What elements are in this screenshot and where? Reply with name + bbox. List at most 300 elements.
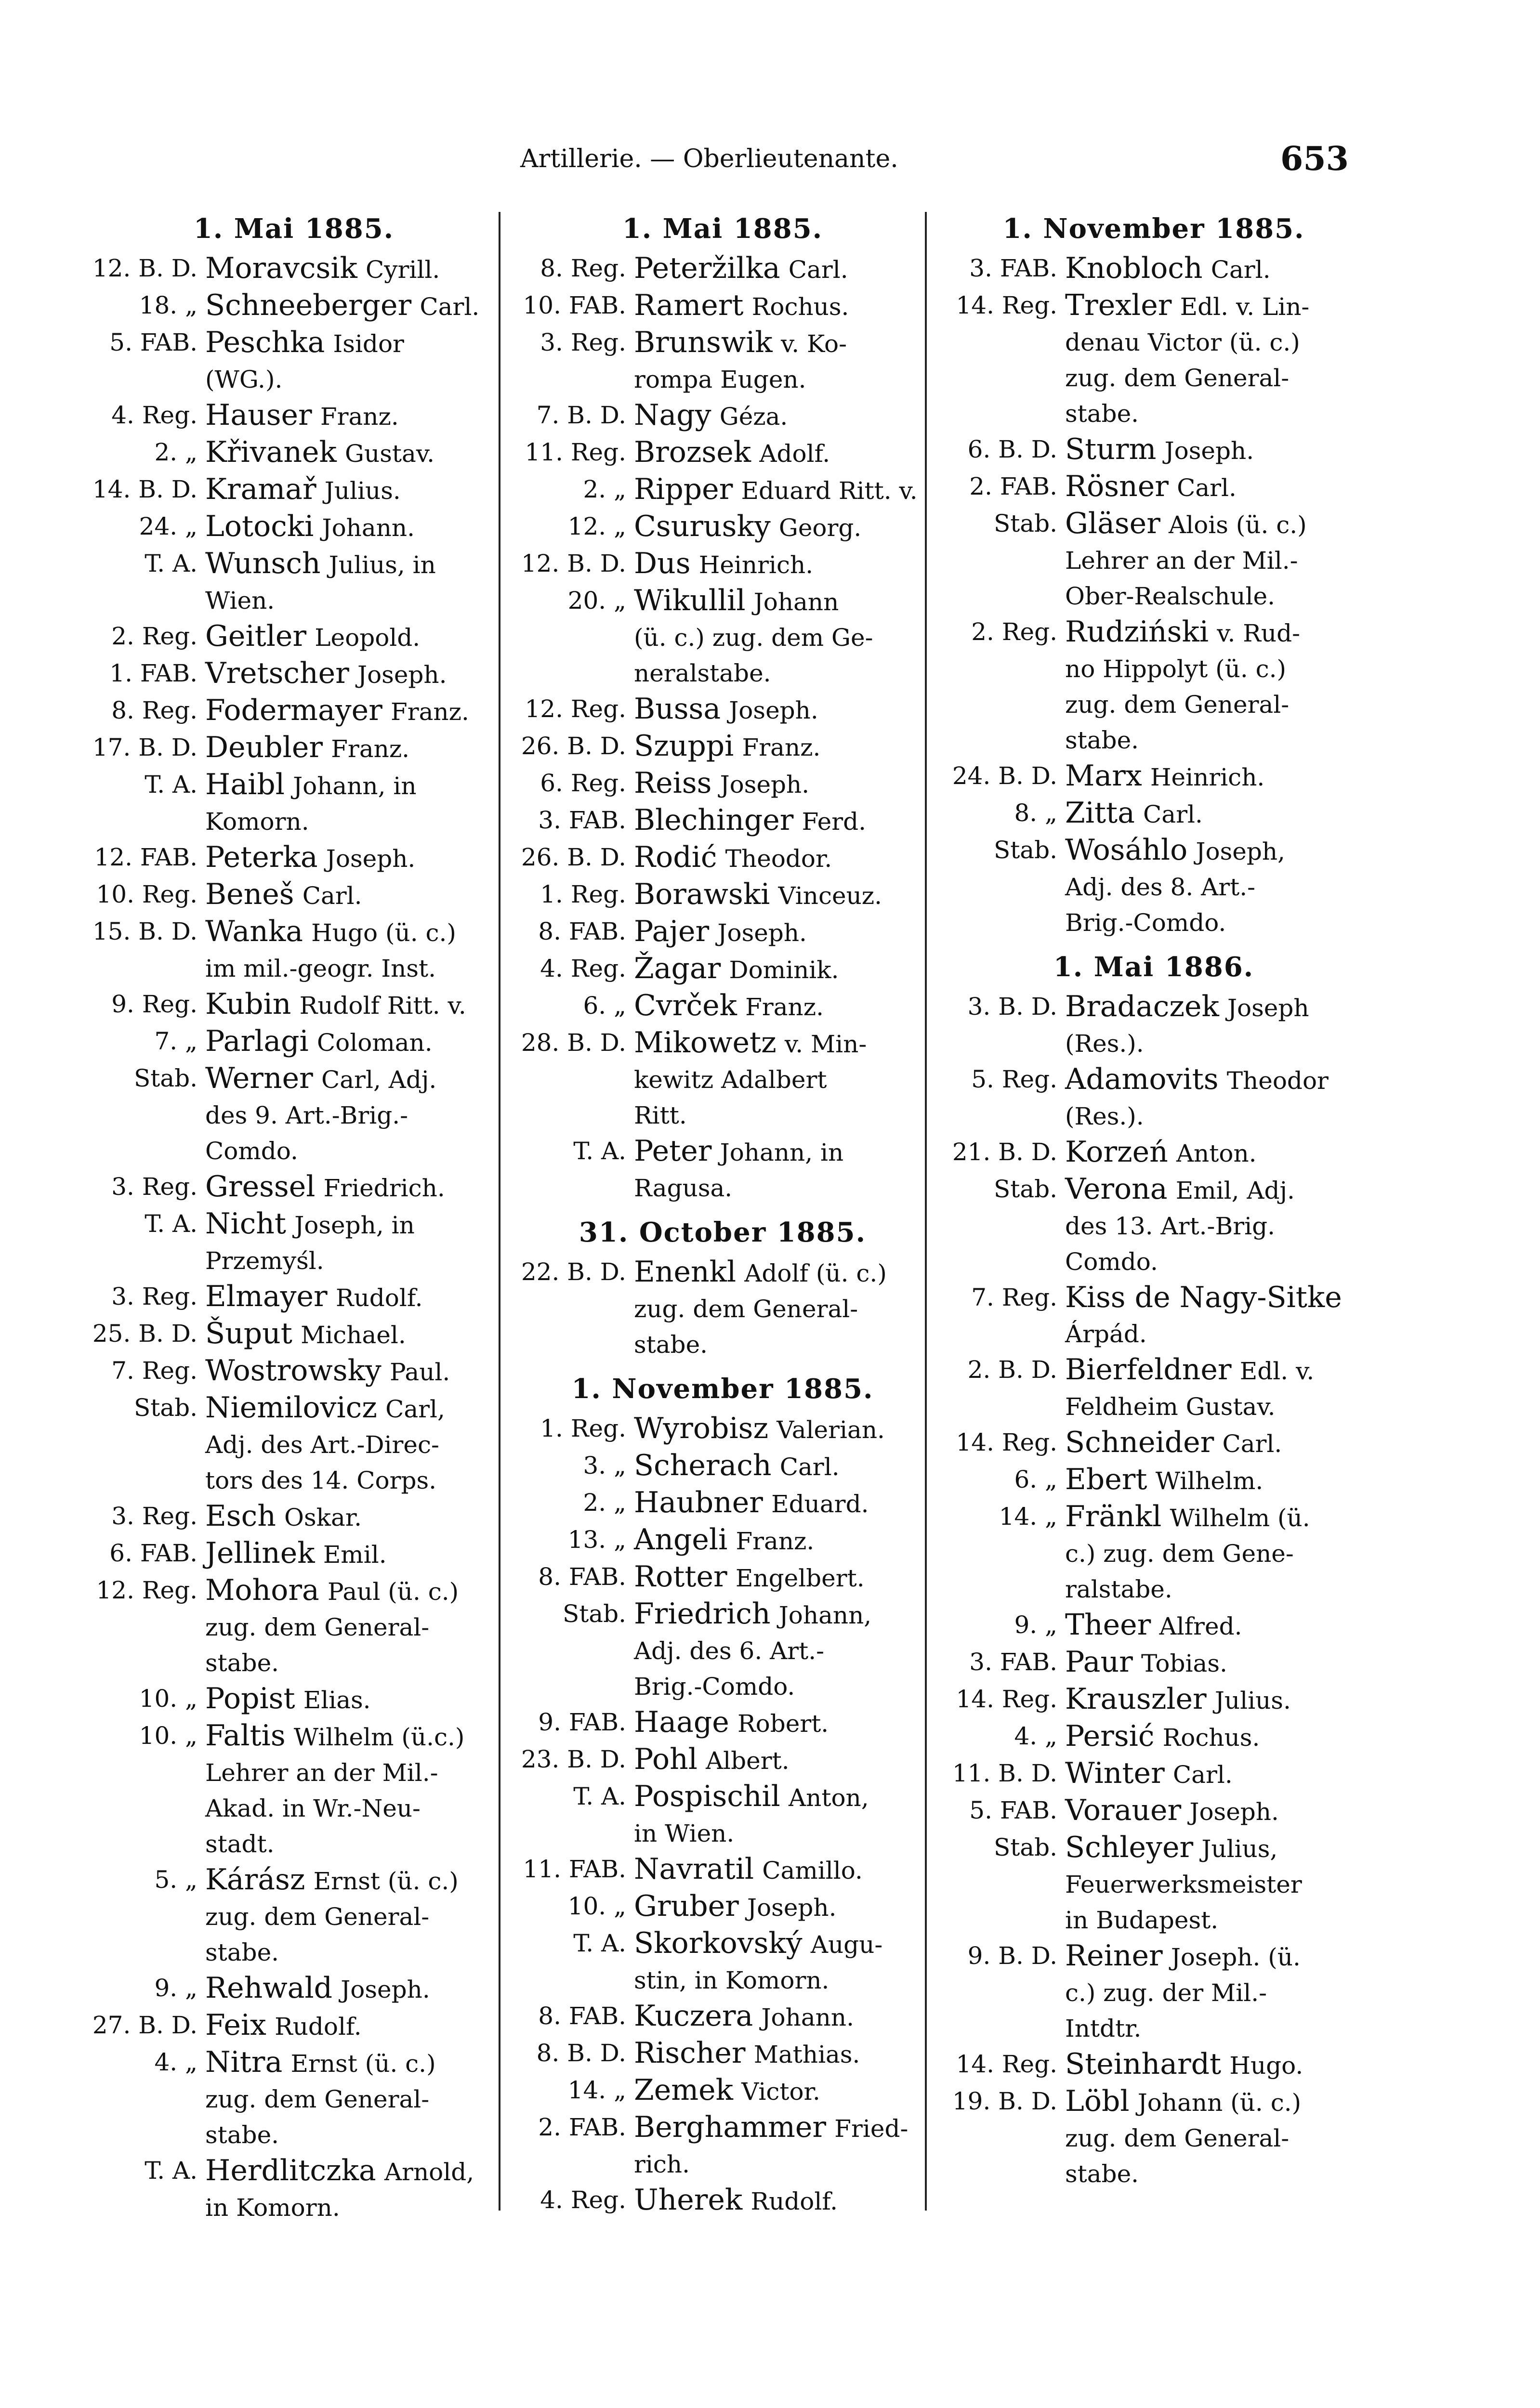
officer-details: Albert. xyxy=(706,1747,790,1775)
officer-name: Parlagi xyxy=(205,1024,309,1058)
entry-continuation: (ü. c.) zug. dem Ge- xyxy=(634,624,873,652)
unit-label: 6. FAB. xyxy=(109,1539,197,1567)
officer-entry xyxy=(506,1448,939,1485)
officer-entry xyxy=(506,325,939,362)
officer-name: Feix xyxy=(205,2008,266,2042)
officer-details: Géza. xyxy=(719,403,788,431)
unit-label: 10. „ xyxy=(567,1892,626,1920)
officer-details: Adolf. xyxy=(759,440,830,468)
entry-text xyxy=(205,2007,511,2044)
entry-continuation: Brig.-Comdo. xyxy=(1065,909,1226,937)
officer-entry xyxy=(77,2044,511,2081)
officer-name: Haubner xyxy=(634,1486,763,1519)
unit-label: 22. B. D. xyxy=(521,1258,626,1286)
officer-entry xyxy=(77,1681,511,1718)
entry-text xyxy=(634,1704,939,1741)
officer-details: Joseph. xyxy=(720,771,810,798)
officer-name: Navratil xyxy=(634,1852,754,1886)
officer-name: Zitta xyxy=(1065,796,1135,830)
entry-continuation: Przemyśl. xyxy=(205,1247,324,1275)
officer-entry xyxy=(937,1607,1370,1644)
entry-text xyxy=(634,397,939,434)
entry-continuation: c.) zug. der Mil.- xyxy=(1065,1979,1267,2007)
officer-name: Gruber xyxy=(634,1889,739,1923)
officer-entry xyxy=(937,614,1370,651)
entry-text xyxy=(205,2044,511,2081)
officer-entry xyxy=(77,1535,511,1572)
unit-label: 10. Reg. xyxy=(96,880,197,908)
unit-label: 18. „ xyxy=(139,291,197,319)
unit-label: 2. B. D. xyxy=(967,1356,1057,1384)
officer-entry xyxy=(77,1353,511,1390)
officer-entry xyxy=(506,1025,939,1062)
entry-text xyxy=(1065,1718,1370,1755)
officer-entry xyxy=(506,509,939,546)
entry-text xyxy=(205,288,511,325)
entry-continuation: Comdo. xyxy=(205,1137,298,1165)
entry-continuation: rich. xyxy=(634,2150,690,2178)
officer-name: Vorauer xyxy=(1065,1793,1182,1827)
entry-text xyxy=(1065,795,1370,832)
unit-label: 19. B. D. xyxy=(952,2087,1057,2115)
entry-text xyxy=(1065,989,1370,1026)
unit-label: 3. „ xyxy=(583,1452,626,1479)
entry-text xyxy=(1065,1280,1370,1316)
entry-continuation: Akad. in Wr.-Neu- xyxy=(205,1794,421,1822)
unit-label: 3. Reg. xyxy=(111,1283,197,1310)
officer-entry xyxy=(77,1060,511,1098)
entry-continuation: Wien. xyxy=(205,587,275,615)
officer-entry xyxy=(77,1718,511,1755)
officer-entry xyxy=(77,2153,511,2190)
officer-details: Carl. xyxy=(788,256,848,284)
entry-text xyxy=(1065,1830,1370,1867)
entry-text xyxy=(634,2182,939,2219)
officer-entry xyxy=(506,765,939,802)
entry-continuation: Lehrer an der Mil.- xyxy=(205,1759,438,1787)
officer-details: Hugo (ü. c.) xyxy=(311,919,456,947)
officer-details: v. Rud- xyxy=(1217,619,1301,647)
officer-name: Rehwald xyxy=(205,1971,333,2005)
officer-details: Dominik. xyxy=(729,956,839,984)
officer-name: Fränkl xyxy=(1065,1500,1162,1533)
entry-text xyxy=(205,655,511,693)
officer-entry xyxy=(506,1998,939,2035)
entry-text xyxy=(634,1133,939,1170)
officer-details: Joseph, in xyxy=(294,1211,415,1239)
unit-label: 5. Reg. xyxy=(971,1065,1057,1093)
officer-entry xyxy=(506,1925,939,1963)
unit-label: 9. FAB. xyxy=(538,1708,626,1736)
officer-name: Brozsek xyxy=(634,435,751,469)
officer-name: Popist xyxy=(205,1682,295,1715)
unit-label: 3. Reg. xyxy=(540,328,626,356)
officer-entry xyxy=(77,2007,511,2044)
officer-name: Szuppi xyxy=(634,729,734,763)
unit-label: 9. „ xyxy=(154,1974,197,2002)
entry-continuation: Brig.-Comdo. xyxy=(634,1673,795,1701)
officer-details: Arnold, xyxy=(384,2158,474,2186)
unit-label: 4. Reg. xyxy=(111,401,197,429)
unit-label: 8. Reg. xyxy=(111,696,197,724)
officer-entry xyxy=(77,471,511,509)
officer-name: Wunsch xyxy=(205,547,321,580)
section-heading: 1. November 1885. xyxy=(571,1373,874,1405)
officer-entry xyxy=(506,1559,939,1596)
entry-text xyxy=(205,250,511,288)
entry-text xyxy=(205,1169,511,1206)
entry-text xyxy=(205,1572,511,1610)
entry-continuation: stabe. xyxy=(205,1938,279,1966)
officer-details: Eduard Ritt. v. xyxy=(741,477,918,505)
officer-details: Johann, in xyxy=(720,1139,844,1166)
officer-entry xyxy=(506,2072,939,2109)
officer-details: Johann xyxy=(753,588,839,616)
unit-label: 8. „ xyxy=(1014,799,1057,827)
officer-details: Robert. xyxy=(737,1710,829,1738)
officer-entry xyxy=(937,989,1370,1026)
entry-continuation: zug. dem General- xyxy=(1065,691,1290,719)
officer-name: Scherach xyxy=(634,1449,772,1482)
officer-entry xyxy=(506,1596,939,1633)
entry-text xyxy=(1065,2046,1370,2083)
entry-continuation: denau Victor (ü. c.) xyxy=(1065,328,1300,356)
entry-text xyxy=(205,1023,511,1060)
entry-continuation: Ragusa. xyxy=(634,1174,733,1202)
entry-continuation: Adj. des 6. Art.- xyxy=(634,1637,825,1665)
entry-text xyxy=(634,691,939,728)
unit-label: Stab. xyxy=(133,1394,197,1422)
officer-entry xyxy=(506,1741,939,1779)
unit-label: 2. Reg. xyxy=(971,618,1057,646)
officer-name: Gläser xyxy=(1065,507,1160,540)
officer-details: Georg. xyxy=(778,514,862,542)
officer-entry xyxy=(506,839,939,877)
officer-details: Franz. xyxy=(736,1527,815,1555)
unit-label: 9. B. D. xyxy=(967,1942,1057,1970)
officer-details: Franz. xyxy=(745,993,824,1021)
officer-name: Vretscher xyxy=(205,656,349,690)
entry-text xyxy=(1065,1352,1370,1389)
officer-entry xyxy=(77,986,511,1023)
officer-name: Wyrobisz xyxy=(634,1412,769,1445)
officer-name: Žagar xyxy=(634,952,721,985)
unit-label: 12. FAB. xyxy=(94,843,197,871)
unit-label: 7. B. D. xyxy=(536,401,626,429)
entry-text xyxy=(205,1206,511,1243)
officer-name: Gressel xyxy=(205,1170,316,1204)
entry-text xyxy=(634,471,939,509)
unit-label: 4. „ xyxy=(1014,1722,1057,1750)
entry-continuation: Adj. des Art.-Direc- xyxy=(205,1431,439,1459)
entry-text xyxy=(205,2153,511,2190)
officer-details: Joseph. xyxy=(357,661,447,689)
entry-text xyxy=(634,988,939,1025)
officer-name: Rudziński xyxy=(1065,615,1209,649)
entry-text xyxy=(634,583,939,620)
officer-name: Berghammer xyxy=(634,2110,827,2144)
officer-details: Julius, in xyxy=(329,551,436,579)
unit-label: 2. Reg. xyxy=(111,622,197,650)
officer-entry xyxy=(937,1830,1370,1867)
unit-label: 11. Reg. xyxy=(525,438,626,466)
officer-name: Kuczera xyxy=(634,1999,753,2033)
officer-entry xyxy=(506,802,939,839)
entry-text xyxy=(634,1888,939,1925)
officer-entry xyxy=(77,877,511,914)
unit-label: 11. FAB. xyxy=(523,1855,626,1883)
unit-label: 10. „ xyxy=(139,1685,197,1713)
officer-details: Mathias. xyxy=(753,2041,860,2068)
entry-text xyxy=(205,986,511,1023)
officer-details: Theodor. xyxy=(725,845,832,873)
officer-details: Wilhelm (ü.c.) xyxy=(293,1723,465,1751)
entry-text xyxy=(1065,250,1370,288)
officer-entry xyxy=(937,1171,1370,1208)
unit-label: Stab. xyxy=(562,1600,626,1628)
entry-continuation: stabe. xyxy=(634,1331,708,1359)
officer-details: Rudolf. xyxy=(275,2013,362,2041)
entry-text xyxy=(634,2072,939,2109)
officer-name: Deubler xyxy=(205,731,323,764)
officer-details: Anton, xyxy=(789,1784,869,1812)
page-number: 653 xyxy=(1280,140,1349,178)
entry-text xyxy=(634,288,939,325)
officer-details: Wilhelm. xyxy=(1155,1467,1264,1495)
unit-label: 28. B. D. xyxy=(521,1029,626,1057)
entry-continuation: zug. dem General- xyxy=(205,1903,430,1931)
unit-label: 2. FAB. xyxy=(538,2113,626,2141)
unit-label: 12. Reg. xyxy=(96,1576,197,1604)
officer-details: Alois (ü. c.) xyxy=(1169,511,1307,539)
officer-name: Bussa xyxy=(634,692,721,726)
unit-label: Stab. xyxy=(133,1064,197,1092)
officer-details: Tobias. xyxy=(1141,1649,1227,1677)
entry-continuation: des 9. Art.-Brig.- xyxy=(205,1101,408,1129)
officer-entry xyxy=(77,767,511,804)
officer-entry xyxy=(506,1779,939,1816)
unit-label: 27. B. D. xyxy=(92,2011,197,2039)
officer-entry xyxy=(77,250,511,288)
officer-name: Werner xyxy=(205,1061,313,1095)
officer-name: Angeli xyxy=(634,1523,728,1557)
unit-label: 5. FAB. xyxy=(109,328,197,356)
entry-text xyxy=(205,509,511,546)
officer-details: Alfred. xyxy=(1159,1612,1242,1640)
entry-continuation: stabe. xyxy=(1065,400,1139,428)
unit-label: 21. B. D. xyxy=(952,1138,1057,1166)
officer-details: Joseph. xyxy=(1164,437,1254,465)
officer-name: Ramert xyxy=(634,288,744,322)
officer-name: Haibl xyxy=(205,768,285,801)
entry-text xyxy=(205,693,511,730)
unit-label: T. A. xyxy=(573,1929,626,1957)
entry-continuation: Feuerwerksmeister xyxy=(1065,1871,1302,1898)
unit-label: 20. „ xyxy=(567,587,626,615)
officer-name: Reiss xyxy=(634,766,712,800)
entry-text xyxy=(1065,1425,1370,1462)
officer-name: Kárász xyxy=(205,1863,305,1897)
officer-entry xyxy=(77,1279,511,1316)
entry-text xyxy=(205,1681,511,1718)
officer-entry xyxy=(506,471,939,509)
officer-details: Hugo. xyxy=(1229,2052,1303,2080)
entry-continuation: neralstabe. xyxy=(634,659,771,687)
entry-continuation: des 13. Art.-Brig. xyxy=(1065,1212,1275,1240)
entry-continuation: (Res.). xyxy=(1065,1030,1144,1058)
officer-details: Emil, Adj. xyxy=(1175,1177,1295,1204)
officer-name: Persić xyxy=(1065,1719,1155,1753)
officer-entry xyxy=(77,693,511,730)
officer-details: Gustav. xyxy=(345,440,434,468)
officer-name: Peschka xyxy=(205,326,325,359)
officer-entry xyxy=(506,1485,939,1522)
entry-text xyxy=(205,1316,511,1353)
officer-entry xyxy=(77,655,511,693)
entry-continuation: zug. dem General- xyxy=(1065,364,1290,392)
officer-name: Skorkovský xyxy=(634,1926,803,1960)
unit-label: 8. FAB. xyxy=(538,2002,626,2030)
officer-details: Johann, xyxy=(778,1601,872,1629)
entry-continuation: zug. dem General- xyxy=(1065,2124,1290,2152)
officer-details: Johann. xyxy=(322,514,415,542)
entry-text xyxy=(1065,1134,1370,1171)
unit-label: 3. B. D. xyxy=(967,993,1057,1021)
entry-text xyxy=(205,1718,511,1755)
officer-details: Eduard. xyxy=(771,1490,869,1518)
officer-entry xyxy=(77,618,511,655)
officer-details: Joseph xyxy=(1227,994,1309,1022)
officer-details: Edl. v. xyxy=(1239,1357,1315,1385)
unit-label: 15. B. D. xyxy=(92,917,197,945)
entry-text xyxy=(1065,1938,1370,1975)
entry-text xyxy=(634,546,939,583)
officer-entry xyxy=(506,1851,939,1888)
entry-continuation: stadt. xyxy=(205,1830,275,1858)
entry-text xyxy=(1065,1607,1370,1644)
section-heading: 1. Mai 1886. xyxy=(1053,951,1254,983)
entry-text xyxy=(205,839,511,877)
officer-name: Reiner xyxy=(1065,1939,1163,1973)
unit-label: 23. B. D. xyxy=(521,1745,626,1773)
unit-label: 24. B. D. xyxy=(952,762,1057,790)
entry-text xyxy=(1065,2083,1370,2120)
entry-text xyxy=(1065,758,1370,795)
entry-continuation: zug. dem General- xyxy=(205,1613,430,1641)
entry-text xyxy=(634,1522,939,1559)
officer-entry xyxy=(77,1572,511,1610)
officer-name: Adamovits xyxy=(1065,1062,1219,1096)
officer-name: Wosáhlo xyxy=(1065,833,1188,867)
entry-continuation: Árpád. xyxy=(1065,1320,1147,1348)
entry-continuation: in Komorn. xyxy=(205,2194,340,2222)
entry-text xyxy=(205,1970,511,2007)
officer-entry xyxy=(77,839,511,877)
unit-label: 6. „ xyxy=(583,992,626,1020)
unit-label: 2. FAB. xyxy=(969,472,1057,500)
officer-details: Carl. xyxy=(779,1453,840,1481)
officer-entry xyxy=(937,832,1370,869)
officer-name: Hauser xyxy=(205,398,312,432)
officer-entry xyxy=(937,1681,1370,1718)
unit-label: 17. B. D. xyxy=(92,733,197,761)
officer-name: Korzeń xyxy=(1065,1135,1168,1169)
entry-text xyxy=(205,767,511,804)
officer-details: Anton. xyxy=(1176,1139,1257,1167)
unit-label: 6. „ xyxy=(1014,1466,1057,1493)
page-header xyxy=(520,140,1349,183)
officer-entry xyxy=(77,1498,511,1535)
officer-details: Carl, Adj. xyxy=(321,1066,437,1094)
unit-label: 8. FAB. xyxy=(538,917,626,945)
officer-name: Rösner xyxy=(1065,470,1169,503)
officer-name: Kiss de Nagy-Sitke xyxy=(1065,1281,1342,1314)
entry-text xyxy=(205,434,511,471)
entry-text xyxy=(1065,506,1370,543)
officer-entry xyxy=(77,546,511,583)
unit-label: 9. Reg. xyxy=(111,990,197,1018)
unit-label: 5. FAB. xyxy=(969,1796,1057,1824)
officer-name: Geitler xyxy=(205,619,307,653)
unit-label: 11. B. D. xyxy=(952,1759,1057,1787)
officer-entry xyxy=(506,2035,939,2072)
officer-name: Winter xyxy=(1065,1756,1165,1790)
officer-entry xyxy=(77,434,511,471)
officer-entry xyxy=(937,1755,1370,1793)
unit-label: T. A. xyxy=(145,1210,197,1238)
entry-text xyxy=(205,1862,511,1899)
officer-name: Lotocki xyxy=(205,510,314,543)
unit-label: 1. Reg. xyxy=(540,1414,626,1442)
officer-entry xyxy=(77,325,511,362)
officer-name: Wanka xyxy=(205,915,303,948)
unit-label: 2. „ xyxy=(154,438,197,466)
officer-details: Julius. xyxy=(324,477,401,505)
entry-text xyxy=(205,1279,511,1316)
entry-continuation: no Hippolyt (ü. c.) xyxy=(1065,655,1287,683)
entry-continuation: ralstabe. xyxy=(1065,1575,1172,1603)
officer-name: Peter xyxy=(634,1134,712,1168)
entry-text xyxy=(634,1741,939,1779)
entry-text xyxy=(634,2035,939,2072)
unit-label: 14. „ xyxy=(999,1503,1057,1531)
officer-name: Nagy xyxy=(634,398,711,432)
officer-details: Julius, xyxy=(1201,1835,1278,1863)
officer-entry xyxy=(937,1499,1370,1536)
officer-details: Fried- xyxy=(834,2115,908,2143)
officer-entry xyxy=(506,1133,939,1170)
entry-text xyxy=(205,1535,511,1572)
entry-text xyxy=(205,325,511,362)
officer-entry xyxy=(77,1023,511,1060)
unit-label: 3. FAB. xyxy=(969,254,1057,282)
officer-name: Elmayer xyxy=(205,1280,328,1313)
officer-name: Uherek xyxy=(634,2183,743,2217)
entry-text xyxy=(634,1254,939,1291)
unit-label: 2. „ xyxy=(583,1489,626,1517)
entry-continuation: kewitz Adalbert xyxy=(634,1066,827,1094)
officer-details: Oskar. xyxy=(284,1504,362,1531)
entry-continuation: Adj. des 8. Art.- xyxy=(1065,873,1256,901)
officer-name: Marx xyxy=(1065,759,1142,793)
officer-name: Sturm xyxy=(1065,432,1157,466)
entry-continuation: stin, in Komorn. xyxy=(634,1966,829,1994)
officer-entry xyxy=(506,691,939,728)
entry-text xyxy=(205,1390,511,1427)
entry-text xyxy=(1065,1755,1370,1793)
officer-name: Schleyer xyxy=(1065,1831,1194,1864)
entry-text xyxy=(1065,432,1370,469)
